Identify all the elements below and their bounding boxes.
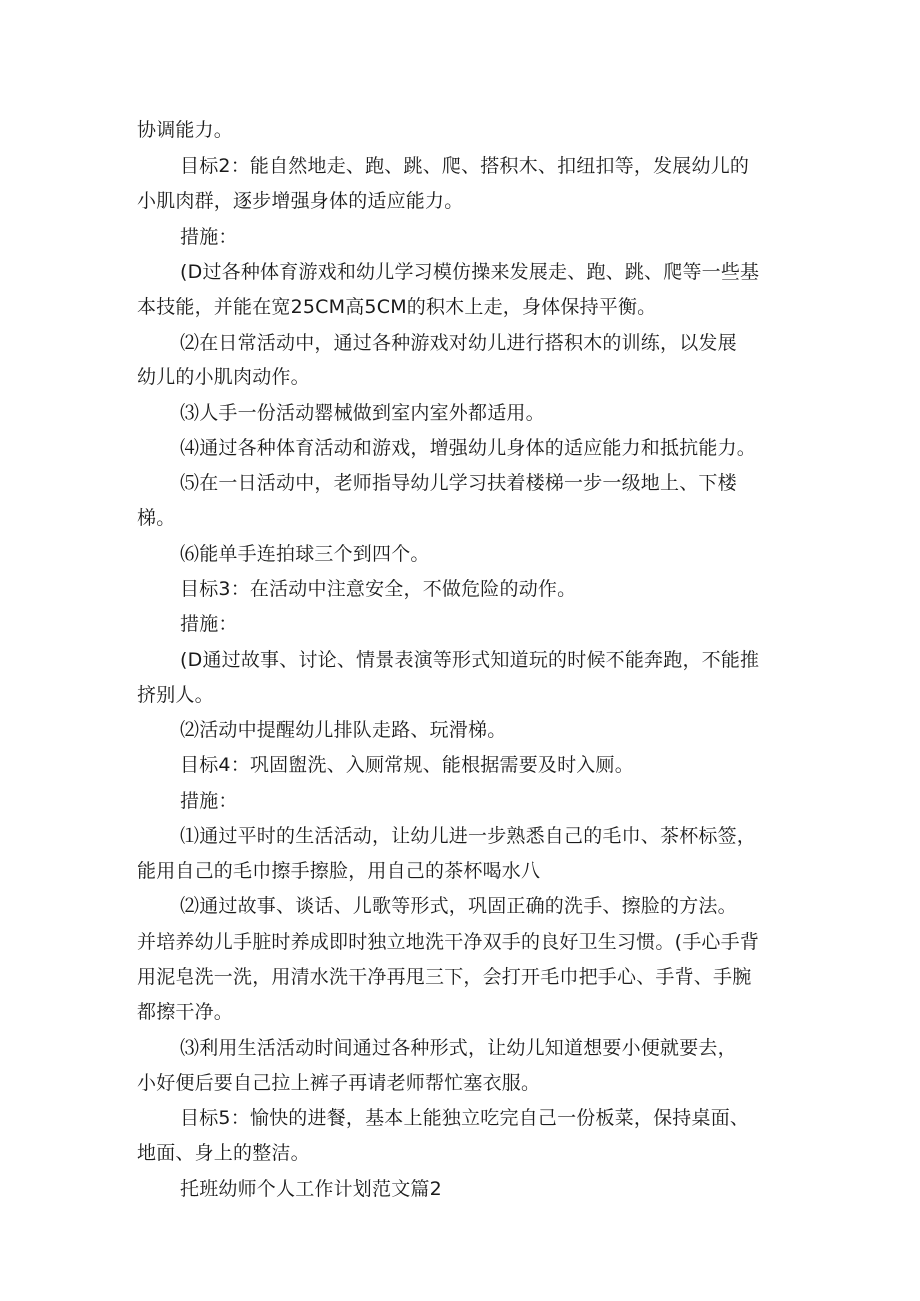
text-line: (D过各种体育游戏和幼儿学习模仿操来发展走、跑、跳、爬等一些基: [180, 261, 760, 283]
text-line: ⑸在一日活动中，老师指导幼儿学习扶着楼梯一步一级地上、下楼: [180, 472, 737, 494]
section-title: 托班幼师个人工作计划范文篇2: [180, 1178, 442, 1200]
text-line: (D通过故事、讨论、情景表演等形式知道玩的时候不能奔跑，不能推: [180, 649, 760, 671]
goal-heading: 目标5：愉快的进餐，基本上能独立吃完自己一份板菜，保持桌面、: [180, 1107, 750, 1129]
text-line: 幼儿的小肌肉动作。: [137, 366, 310, 388]
measures-heading: 措施：: [180, 790, 238, 812]
text-line: ⑵通过故事、谈话、儿歌等形式，巩固正确的洗手、擦脸的方法。: [180, 895, 737, 917]
goal-heading: 目标3：在活动中注意安全，不做危险的动作。: [180, 578, 577, 600]
goal-heading: 目标2：能自然地走、跑、跳、爬、搭积木、扣纽扣等，发展幼儿的: [180, 155, 750, 177]
text-line: ⑹能单手连拍球三个到四个。: [180, 543, 430, 565]
measures-heading: 措施：: [180, 226, 238, 248]
text-line: 能用自己的毛巾擦手擦脸，用自己的茶杯喝水八: [137, 860, 541, 882]
text-line: ⑷通过各种体育活动和游戏，增强幼儿身体的适应能力和抵抗能力。: [180, 437, 757, 459]
text-line: ⑵在日常活动中，通过各种游戏对幼儿进行搭积木的训练，以发展: [180, 332, 737, 354]
text-line: 都擦干净。: [137, 1001, 234, 1023]
text-line: ⑵活动中提醒幼儿排队走路、玩滑梯。: [180, 719, 507, 741]
text-line: ⑶人手一份活动罂械做到室内室外都适用。: [180, 402, 545, 424]
text-line: 用泥皂洗一洗，用清水洗干净再甩三下，会打开毛巾把手心、手背、手腕: [137, 966, 752, 988]
measures-heading: 措施：: [180, 613, 238, 635]
goal-heading: 目标4：巩固盥洗、入厕常规、能根据需要及时入厕。: [180, 754, 634, 776]
text-line: 小好便后要自己拉上裤子再请老师帮忙塞衣服。: [137, 1072, 541, 1094]
text-line: 地面、身上的整洁。: [137, 1142, 310, 1164]
text-line: 协调能力。: [137, 119, 234, 141]
text-line: 梯。: [137, 507, 176, 529]
text-line: 挤别人。: [137, 684, 214, 706]
text-line: ⑶利用生活活动时间通过各种形式，让幼儿知道想要小便就要去，: [180, 1037, 737, 1059]
text-line: 小肌肉群，逐步增强身体的适应能力。: [137, 190, 464, 212]
text-line: ⑴通过平时的生活活动，让幼儿进一步熟悉自己的毛巾、茶杯标签，: [180, 825, 757, 847]
text-line: 本技能，并能在宽25CM高5CM的积木上走，身体保持平衡。: [137, 296, 657, 318]
text-line: 并培养幼儿手脏时养成即时独立地洗干净双手的良好卫生习惯。(手心手背: [137, 931, 760, 953]
